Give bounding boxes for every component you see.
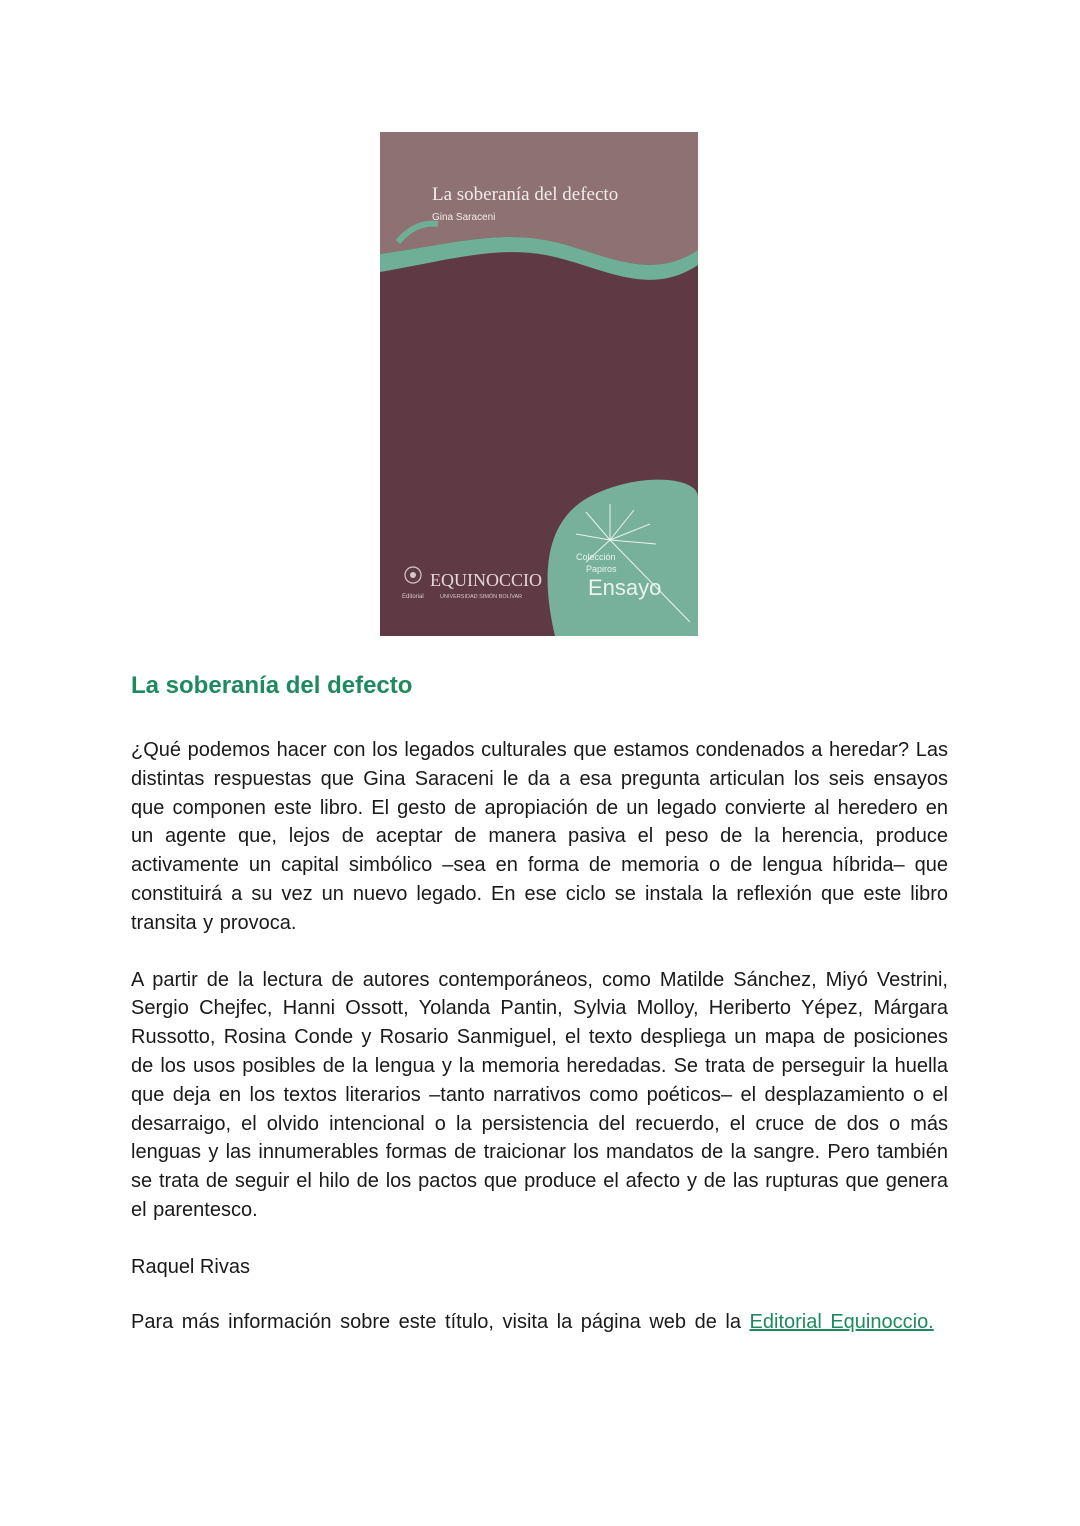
collection-line-2: Papiros xyxy=(586,564,617,574)
book-cover xyxy=(380,132,698,636)
signature: Raquel Rivas xyxy=(131,1255,250,1278)
editorial-link[interactable]: Editorial Equinoccio. xyxy=(749,1310,934,1333)
collection-line-1: Colección xyxy=(576,552,616,562)
cover-title: La soberanía del defecto xyxy=(432,184,619,205)
paragraph-2: A partir de la lectura de autores contemporáneos, como Matilde Sánchez, Miyó Vestrini, Sergio Chejfec, Hanni Ossott, Yolanda Pantin, Sylvia Molloy, Heriberto Yépez, Márgara Russotto, Rosina Conde y Rosario Sanmiguel, el texto despliega un mapa de posiciones de los usos posibles de la lengua y la memoria heredadas. Se trata de perseguir la huella que deja en los textos literarios –tanto narrativos como poéticos– el desplazamiento o el desarraigo, el olvido intencional o la persistencia del recuerdo, el cruce de dos o más lenguas y las innumerables formas de traicionar los mandatos de la sangre. Pero también se trata de seguir el hilo de los pactos que produce el afecto y de las rupturas que genera el parentesco. xyxy=(131,968,948,1221)
article-title: La soberanía del defecto xyxy=(131,672,413,699)
publisher-sub: UNIVERSIDAD SIMÓN BOLÍVAR xyxy=(440,594,523,600)
cover-author: Gina Saraceni xyxy=(432,212,496,223)
paragraph-1: ¿Qué podemos hacer con los legados culturales que estamos condenados a heredar? Las distintas respuestas que Gina Saraceni le da a esa pregunta articulan los seis ensayos que componen este libro. El gesto de apropiación de un legado convierte al heredero en un agente que, lejos de aceptar de manera pasiva el peso de la herencia, produce activamente un capital simbólico –sea en forma de memoria o de lengua híbrida– que constituirá a su vez un nuevo legado. En ese ciclo se instala la reflexión que este libro transita y provoca. xyxy=(131,739,948,934)
book-cover-art xyxy=(380,132,698,636)
collection-name: Ensayo xyxy=(588,575,662,600)
article xyxy=(131,668,948,1336)
publisher-name: EQUINOCCIO xyxy=(430,570,542,590)
publisher-label: Editorial xyxy=(402,594,424,600)
more-info xyxy=(131,1308,948,1337)
more-info-text: Para más información sobre este título, visita la página web de la xyxy=(131,1310,750,1333)
